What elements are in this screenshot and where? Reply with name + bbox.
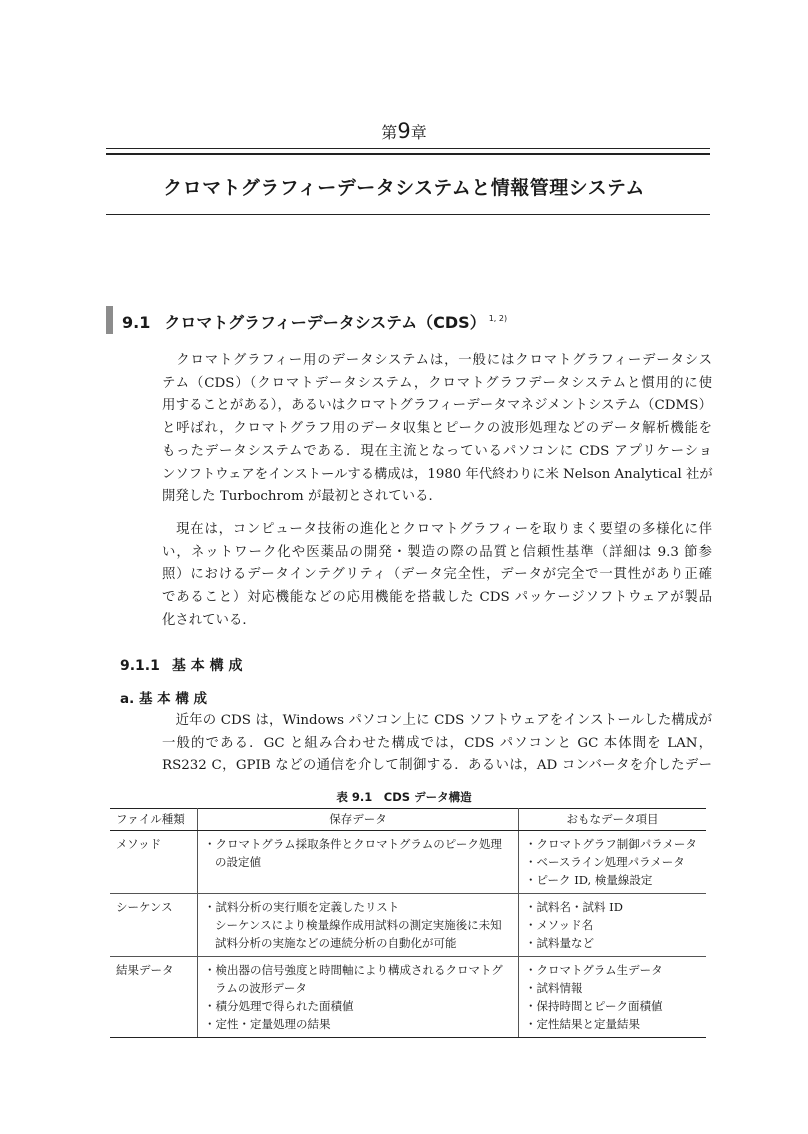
saved-item: ・検出器の信号強度と時間軸により構成されるクロマトグラムの波形データ (204, 963, 503, 995)
table-caption: 表 9.1 CDS データ構造 (336, 790, 472, 804)
header-main-items: おもなデータ項目 (519, 809, 707, 831)
subsubsection-title: 基 本 構 成 (138, 691, 208, 707)
section-number: 9.1 (122, 313, 151, 332)
subsubsection-label: a. (120, 691, 135, 707)
text-line: もったデータシステムである．現在主流となっているパソコンに CDS アプリケーショ (162, 443, 712, 459)
saved-item: 試料分析の実施などの連続分析の自動化が可能 (215, 936, 457, 950)
data-item: ・試料量など (525, 936, 594, 950)
chapter-suffix: 章 (410, 123, 427, 142)
subsection-number: 9.1.1 (120, 658, 160, 674)
section-marker-bar (106, 306, 113, 334)
subsubsection-heading (120, 687, 207, 707)
text-line: 一般的である．GC と組み合わせた構成では，CDS パソコンと GC 本体間を LAN， (162, 735, 712, 751)
data-item: ・メソッド名 (525, 918, 594, 932)
data-item: ・クロマトグラム生データ (525, 963, 663, 977)
subsection-title: 基 本 構 成 (171, 658, 243, 674)
chapter-prefix: 第 (381, 123, 398, 142)
cell-file-type: メソッド (110, 831, 198, 894)
text-line: 用することがある），あるいはクロマトグラフィーデータマネジメントシステム（CDMS） (162, 398, 712, 414)
bottom-rule (106, 214, 710, 215)
table-header-row (110, 809, 706, 831)
data-item: ・試料情報 (525, 981, 583, 995)
text-line: い，ネットワーク化や医薬品の開発・製造の際の品質と信頼性基準（詳細は 9.3 節参 (162, 544, 712, 560)
cell-saved-data (198, 957, 519, 1038)
saved-item: ・試料分析の実行順を定義したリスト (204, 900, 400, 914)
saved-item: ・定性・定量処理の結果 (204, 1017, 331, 1031)
paragraph-3 (162, 710, 712, 778)
top-rule-thin (106, 148, 710, 149)
data-item: ・保持時間とピーク面積値 (525, 999, 663, 1013)
data-item: ・クロマトグラフ制御パラメータ (525, 837, 697, 851)
cell-main-items (519, 957, 707, 1038)
data-item: ・試料名・試料 ID (525, 900, 623, 914)
header-saved-data: 保存データ (198, 809, 519, 831)
text-line: であること）対応機能などの応用機能を搭載した CDS パッケージソフトウェアが製品 (162, 590, 712, 606)
chapter-label (0, 119, 808, 143)
text-line: テム（CDS）（クロマトデータシステム，クロマトグラフデータシステムと慣用的に使 (162, 375, 712, 391)
cell-main-items (519, 894, 707, 957)
text-line: 現在は，コンピュータ技術の進化とクロマトグラフィーを取りまく要望の多様化に伴 (162, 522, 712, 537)
cell-saved-data (198, 831, 519, 894)
text-line: 化されている． (162, 612, 256, 628)
chapter-title: クロマトグラフィーデータシステムと情報管理システム (163, 177, 645, 199)
section-title: クロマトグラフィーデータシステム（CDS） (164, 313, 486, 332)
cell-saved-data (198, 894, 519, 957)
text-line: クロマトグラフィー用のデータシステムは，一般にはクロマトグラフィーデータシス (162, 353, 712, 368)
text-line: ンソフトウェアをインストールする構成は，1980 年代終わりに米 Nelson Analytical 社が (162, 466, 713, 482)
cell-main-items (519, 831, 707, 894)
text-line: 開発した Turbochrom が最初とされている． (162, 489, 442, 505)
text-line: 照）におけるデータインテグリティ（データ完全性，データが完全で一貫性があり正確 (162, 567, 712, 583)
table-row (110, 831, 706, 894)
cell-file-type: 結果データ (110, 957, 198, 1038)
chapter-number: 9 (397, 119, 411, 143)
saved-item: ・クロマトグラム採取条件とクロマトグラムのピーク処理の設定値 (204, 837, 502, 869)
text-line: RS232 C，GPIB などの通信を介して制御する．あるいは，AD コンバータを介したデー (162, 758, 712, 774)
text-line: と呼ばれ，クロマトグラフ用のデータ収集とピークの波形処理などのデータ解析機能を (162, 421, 712, 437)
top-rule-thick (106, 153, 710, 155)
cell-file-type: シーケンス (110, 894, 198, 957)
cds-data-table (110, 808, 706, 1038)
header-file-type: ファイル種類 (110, 809, 198, 831)
data-item: ・定性結果と定量結果 (525, 1017, 640, 1031)
section-refs: 1, 2) (488, 314, 508, 323)
subsection-heading (120, 655, 243, 675)
data-item: ・ベースライン処理パラメータ (525, 855, 685, 869)
section-heading (122, 310, 507, 333)
data-item: ・ピーク ID, 検量線設定 (525, 873, 653, 887)
saved-item: シーケンスにより検量線作成用試料の測定実施後に未知 (215, 918, 502, 932)
table-row (110, 894, 706, 957)
table-row (110, 957, 706, 1038)
text-line: 近年の CDS は，Windows パソコン上に CDS ソフトウェアをインストールした構成が (162, 713, 712, 728)
saved-item: ・積分処理で得られた面積値 (204, 999, 354, 1013)
paragraph-1 (162, 350, 712, 509)
paragraph-2 (162, 519, 712, 633)
